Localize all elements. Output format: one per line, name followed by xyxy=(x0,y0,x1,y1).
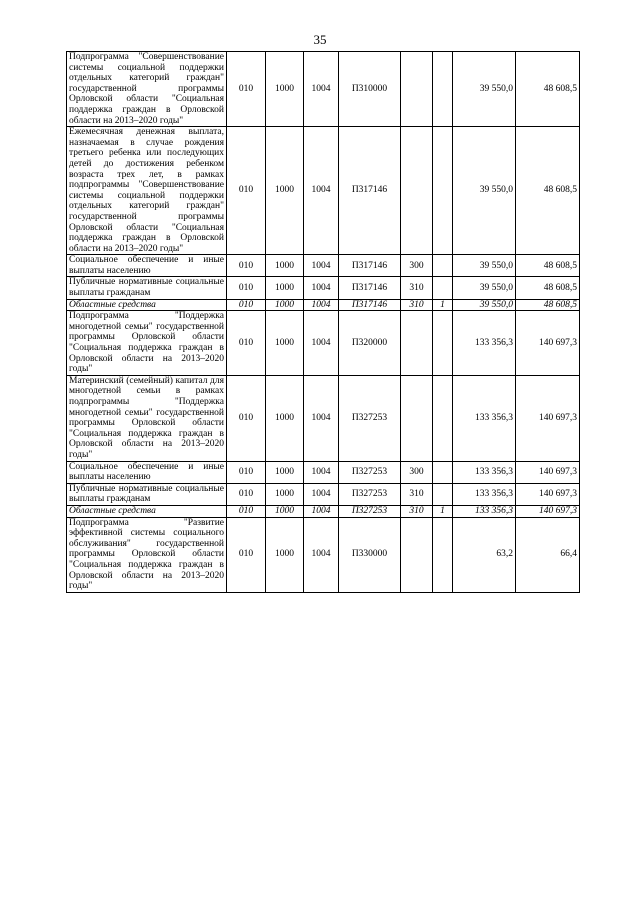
cell-source-code xyxy=(433,461,453,483)
cell-section-code: 1000 xyxy=(266,255,304,277)
cell-source-code xyxy=(433,52,453,127)
cell-expense-type: 310 xyxy=(401,483,433,505)
cell-target-article: П317146 xyxy=(339,277,401,299)
cell-section-code: 1000 xyxy=(266,299,304,311)
cell-subsection-code: 1004 xyxy=(304,483,339,505)
cell-subsection-code: 1004 xyxy=(304,461,339,483)
cell-amount-year-2: 66,4 xyxy=(516,517,580,592)
table-row xyxy=(67,461,580,483)
cell-expense-type: 310 xyxy=(401,299,433,311)
cell-amount-year-2: 48 608,5 xyxy=(516,52,580,127)
cell-subsection-code: 1004 xyxy=(304,299,339,311)
cell-expense-type xyxy=(401,52,433,127)
cell-amount-year-2: 48 608,5 xyxy=(516,255,580,277)
row-name: Публичные нормативные социальные выплаты гражданам xyxy=(67,483,227,505)
cell-amount-year-2: 140 697,3 xyxy=(516,505,580,517)
cell-expense-type xyxy=(401,127,433,255)
cell-amount-year-1: 133 356,3 xyxy=(453,375,516,461)
cell-ministry-code: 010 xyxy=(227,255,266,277)
cell-expense-type: 310 xyxy=(401,277,433,299)
cell-subsection-code: 1004 xyxy=(304,127,339,255)
cell-target-article: П327253 xyxy=(339,483,401,505)
row-name: Областные средства xyxy=(67,505,227,517)
cell-section-code: 1000 xyxy=(266,277,304,299)
row-name: Ежемесячная денежная выплата, назначаемая в случае рождения третьего ребенка или последующих детей до достижения ребенком возраста трех лет, в рамках подпрограммы "Совершенствование системы социальной поддержки отдельных категорий граждан" государственной программы Орловской области "Социальная поддержка граждан в Орловской области на 2013–2020 годы" xyxy=(67,127,227,255)
row-name: Социальное обеспечение и иные выплаты населению xyxy=(67,461,227,483)
table-row xyxy=(67,255,580,277)
cell-source-code: 1 xyxy=(433,505,453,517)
cell-source-code xyxy=(433,517,453,592)
cell-expense-type: 300 xyxy=(401,461,433,483)
cell-subsection-code: 1004 xyxy=(304,375,339,461)
cell-target-article: П310000 xyxy=(339,52,401,127)
cell-source-code xyxy=(433,127,453,255)
row-name: Публичные нормативные социальные выплаты гражданам xyxy=(67,277,227,299)
cell-target-article: П317146 xyxy=(339,299,401,311)
cell-amount-year-1: 39 550,0 xyxy=(453,255,516,277)
cell-amount-year-1: 133 356,3 xyxy=(453,505,516,517)
cell-ministry-code: 010 xyxy=(227,311,266,376)
table-row xyxy=(67,483,580,505)
cell-amount-year-1: 39 550,0 xyxy=(453,52,516,127)
cell-target-article: П330000 xyxy=(339,517,401,592)
cell-target-article: П327253 xyxy=(339,375,401,461)
cell-subsection-code: 1004 xyxy=(304,255,339,277)
row-name: Социальное обеспечение и иные выплаты населению xyxy=(67,255,227,277)
cell-subsection-code: 1004 xyxy=(304,52,339,127)
cell-subsection-code: 1004 xyxy=(304,517,339,592)
row-name: Подпрограмма "Совершенствование системы социальной поддержки отдельных категорий граждан" государственной программы Орловской области "Социальная поддержка граждан в Орловской области на 2013–2020 годы" xyxy=(67,52,227,127)
page-number: 35 xyxy=(313,32,327,47)
cell-section-code: 1000 xyxy=(266,505,304,517)
cell-target-article: П320000 xyxy=(339,311,401,376)
cell-amount-year-1: 39 550,0 xyxy=(453,299,516,311)
cell-section-code: 1000 xyxy=(266,517,304,592)
cell-subsection-code: 1004 xyxy=(304,505,339,517)
cell-section-code: 1000 xyxy=(266,483,304,505)
cell-section-code: 1000 xyxy=(266,52,304,127)
cell-section-code: 1000 xyxy=(266,127,304,255)
cell-ministry-code: 010 xyxy=(227,127,266,255)
cell-source-code: 1 xyxy=(433,299,453,311)
table-row xyxy=(67,52,580,127)
budget-table xyxy=(66,51,580,593)
cell-amount-year-1: 39 550,0 xyxy=(453,127,516,255)
row-name: Подпрограмма "Развитие эффективной системы социального обслуживания" государственной программы Орловской области "Социальная поддержка граждан в Орловской области на 2013–2020 годы" xyxy=(67,517,227,592)
cell-amount-year-2: 48 608,5 xyxy=(516,127,580,255)
cell-expense-type xyxy=(401,517,433,592)
cell-ministry-code: 010 xyxy=(227,483,266,505)
cell-amount-year-1: 133 356,3 xyxy=(453,461,516,483)
cell-ministry-code: 010 xyxy=(227,52,266,127)
cell-amount-year-2: 140 697,3 xyxy=(516,311,580,376)
table-body xyxy=(67,52,580,593)
cell-amount-year-1: 133 356,3 xyxy=(453,483,516,505)
cell-ministry-code: 010 xyxy=(227,299,266,311)
cell-target-article: П327253 xyxy=(339,461,401,483)
cell-target-article: П317146 xyxy=(339,255,401,277)
cell-source-code xyxy=(433,255,453,277)
cell-source-code xyxy=(433,483,453,505)
row-name: Материнский (семейный) капитал для многодетной семьи в рамках подпрограммы "Поддержка многодетной семьи" государственной программы Орловской области "Социальная поддержка граждан в Орловской области на 2013–2020 годы" xyxy=(67,375,227,461)
cell-source-code xyxy=(433,375,453,461)
table-row xyxy=(67,375,580,461)
row-name: Подпрограмма "Поддержка многодетной семьи" государственной программы Орловской области "Социальная поддержка граждан в Орловской области на 2013–2020 годы" xyxy=(67,311,227,376)
cell-amount-year-2: 48 608,5 xyxy=(516,299,580,311)
cell-target-article: П327253 xyxy=(339,505,401,517)
cell-amount-year-2: 140 697,3 xyxy=(516,461,580,483)
cell-amount-year-2: 48 608,5 xyxy=(516,277,580,299)
cell-subsection-code: 1004 xyxy=(304,311,339,376)
cell-amount-year-1: 133 356,3 xyxy=(453,311,516,376)
cell-ministry-code: 010 xyxy=(227,461,266,483)
cell-amount-year-1: 63,2 xyxy=(453,517,516,592)
cell-target-article: П317146 xyxy=(339,127,401,255)
cell-ministry-code: 010 xyxy=(227,375,266,461)
cell-amount-year-2: 140 697,3 xyxy=(516,483,580,505)
cell-section-code: 1000 xyxy=(266,461,304,483)
cell-amount-year-2: 140 697,3 xyxy=(516,375,580,461)
cell-ministry-code: 010 xyxy=(227,505,266,517)
cell-source-code xyxy=(433,277,453,299)
table-row xyxy=(67,311,580,376)
cell-expense-type: 300 xyxy=(401,255,433,277)
cell-subsection-code: 1004 xyxy=(304,277,339,299)
cell-ministry-code: 010 xyxy=(227,517,266,592)
cell-expense-type: 310 xyxy=(401,505,433,517)
cell-ministry-code: 010 xyxy=(227,277,266,299)
cell-source-code xyxy=(433,311,453,376)
table-row xyxy=(67,299,580,311)
cell-expense-type xyxy=(401,311,433,376)
row-name: Областные средства xyxy=(67,299,227,311)
cell-amount-year-1: 39 550,0 xyxy=(453,277,516,299)
cell-section-code: 1000 xyxy=(266,375,304,461)
table-row xyxy=(67,277,580,299)
table-row xyxy=(67,505,580,517)
table-row xyxy=(67,517,580,592)
cell-section-code: 1000 xyxy=(266,311,304,376)
cell-expense-type xyxy=(401,375,433,461)
table-row xyxy=(67,127,580,255)
